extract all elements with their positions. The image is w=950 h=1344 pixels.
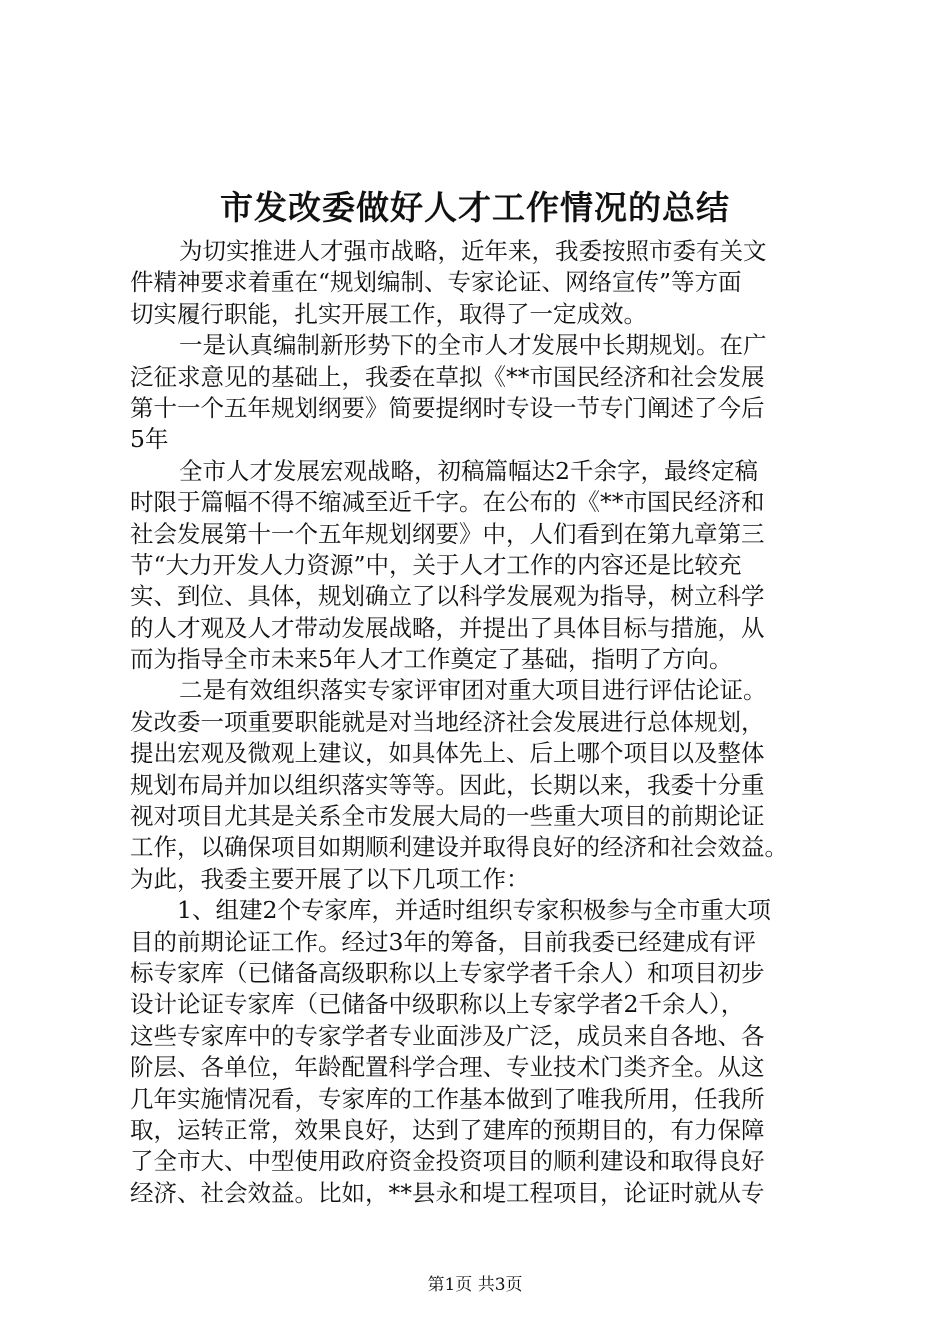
paragraph-line: 切实履行职能，扎实开展工作，取得了一定成效。 bbox=[130, 299, 647, 328]
paragraph-line: 为切实推进人才强市战略，近年来，我委按照市委有关文 bbox=[179, 237, 767, 265]
paragraph-line: 提出宏观及微观上建议，如具体先上、后上哪个项目以及整体 bbox=[130, 739, 765, 768]
paragraph-line: 目的前期论证工作。经过3年的筹备，目前我委已经建成有评 bbox=[130, 927, 756, 956]
paragraph-line: 二是有效组织落实专家评审团对重大项目进行评估论证。 bbox=[179, 676, 767, 705]
paragraph-line: 标专家库（已储备高级职称以上专家学者千余人）和项目初步 bbox=[130, 958, 765, 987]
paragraph-line: 这些专家库中的专家学者专业面涉及广泛，成员来自各地、各 bbox=[130, 1021, 765, 1050]
paragraph-line: 而为指导全市未来5年人才工作奠定了基础，指明了方向。 bbox=[130, 645, 733, 674]
document-body bbox=[130, 236, 835, 1209]
paragraph-line: 规划布局并加以组织落实等等。因此，长期以来，我委十分重 bbox=[130, 770, 765, 799]
paragraph-line: 几年实施情况看，专家库的工作基本做到了唯我所用，任我所 bbox=[130, 1084, 765, 1113]
page-footer: 第1页 共3页 bbox=[427, 1275, 523, 1295]
paragraph-line: 经济、社会效益。比如，**县永和堤工程项目，论证时就从专 bbox=[130, 1178, 765, 1207]
paragraph-line: 1、组建2个专家库，并适时组织专家积极参与全市重大项 bbox=[177, 896, 771, 925]
paragraph-line: 第十一个五年规划纲要》简要提纲时专设一节专门阐述了今后 bbox=[130, 393, 765, 422]
paragraph-line: 了全市大、中型使用政府资金投资项目的顺利建设和取得良好 bbox=[130, 1147, 765, 1176]
paragraph-line: 时限于篇幅不得不缩减至近千字。在公布的《**市国民经济和 bbox=[130, 488, 765, 517]
paragraph-line: 实、到位、具体，规划确立了以科学发展观为指导，树立科学 bbox=[130, 582, 765, 611]
document-title: 市发改委做好人才工作情况的总结 bbox=[220, 188, 730, 227]
paragraph-line: 为此，我委主要开展了以下几项工作： bbox=[130, 864, 530, 893]
paragraph-line: 阶层、各单位，年龄配置科学合理、专业技术门类齐全。从这 bbox=[130, 1053, 765, 1082]
paragraph-line: 全市人才发展宏观战略，初稿篇幅达2千余字，最终定稿 bbox=[179, 456, 758, 485]
paragraph-line: 发改委一项重要职能就是对当地经济社会发展进行总体规划， bbox=[130, 707, 765, 736]
paragraph-line: 工作，以确保项目如期顺利建设并取得良好的经济和社会效益。 bbox=[130, 833, 788, 862]
paragraph-line: 泛征求意见的基础上，我委在草拟《**市国民经济和社会发展 bbox=[130, 362, 765, 391]
paragraph-line: 视对项目尤其是关系全市发展大局的一些重大项目的前期论证 bbox=[130, 802, 765, 831]
paragraph-line: 件精神要求着重在“规划编制、专家论证、网络宣传”等方面 bbox=[130, 268, 742, 297]
paragraph-line: 取，运转正常，效果良好，达到了建库的预期目的，有力保障 bbox=[130, 1115, 765, 1144]
paragraph-line: 的人才观及人才带动发展战略，并提出了具体目标与措施，从 bbox=[130, 613, 765, 642]
paragraph-line: 社会发展第十一个五年规划纲要》中，人们看到在第九章第三 bbox=[130, 519, 765, 548]
paragraph-line: 节“大力开发人力资源”中，关于人才工作的内容还是比较充 bbox=[130, 550, 742, 579]
paragraph-line: 设计论证专家库（已储备中级职称以上专家学者2千余人）， bbox=[130, 990, 745, 1019]
paragraph-line: 5年 bbox=[130, 425, 169, 454]
paragraph-line: 一是认真编制新形势下的全市人才发展中长期规划。在广 bbox=[179, 331, 767, 360]
